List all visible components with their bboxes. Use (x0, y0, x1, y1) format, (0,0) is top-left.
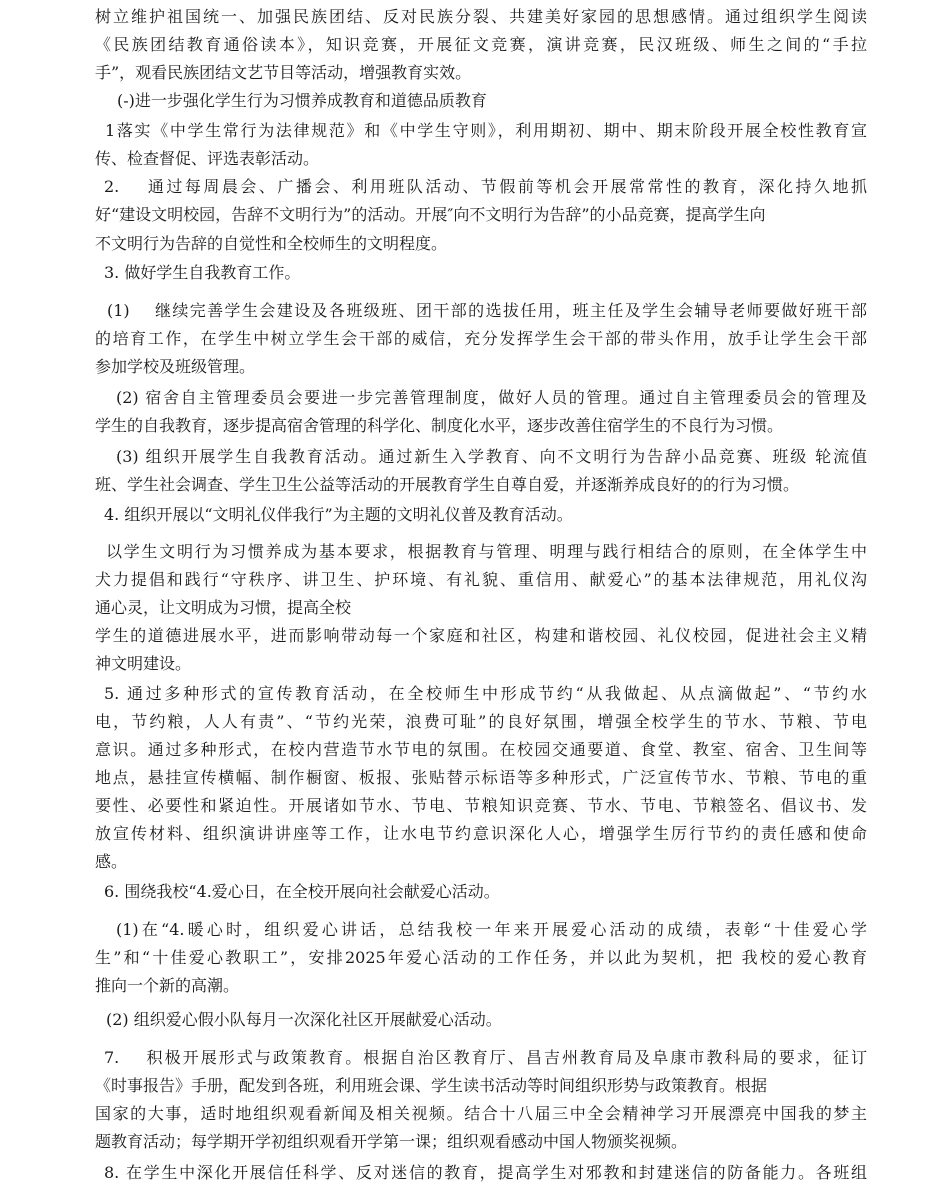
text-line: 好“建设文明校园，告辞不文明行为”的活动。开展″向不文明行为告辞”的小品竞赛，提高学生向 (95, 205, 766, 224)
text-line: 5. 通过多种形式的宣传教育活动，在全校师生中形成节约“从我做起、从点滴做起”、“节约水 (104, 684, 867, 703)
text-line: 《时事报告》手册，配发到各班，利用班会课、学生读书活动等时间组织形势与政策教育。根据 (95, 1076, 768, 1095)
text-line: 的培育工作，在学生中树立学生会干部的威信，充分发挥学生会干部的带头作用，放手让学生会干部 (95, 329, 867, 348)
text-line: 要性、必要性和紧迫性。开展诸如节水、节电、节粮知识竞赛、节水、节电、节粮签名、倡议书、发 (95, 796, 867, 815)
text-line: 题教育活动；每学期开学初组织观看开学第一课；组织观看感动中国人物颁奖视频。 (95, 1132, 688, 1151)
text-line: 地点，悬挂宣传横幅、制作橱窗、板报、张贴替示标语等多种形式，广泛宣传节水、节粮、节电的重 (95, 768, 867, 787)
text-line: 参加学校及班级管理。 (95, 357, 256, 376)
text-line: 树立维护祖国统一、加强民族团结、反对民族分裂、共建美好家园的思想感情。通过组织学生阅读 (95, 7, 867, 26)
text-line: 《民族团结教育通俗读本》，知识竞赛，开展征文竞赛，演讲竞赛，民汉班级、师生之间的“手拉 (95, 35, 867, 54)
text-line: 3. 做好学生自我教育工作。 (104, 263, 301, 282)
text-line: (3) 组织开展学生自我教育活动。通过新生入学教育、向不文明行为告辞小品竞赛、班级 轮流值 (116, 447, 867, 466)
text-line: 手”，观看民族团结文艺节目等活动，增强教育实效。 (95, 63, 472, 82)
text-line: 不文明行为告辞的自觉性和全校师生的文明程度。 (95, 234, 448, 253)
text-line: (1)在“4.暖心时，组织爱心讲话，总结我校一年来开展爱心活动的成绩，表彰“十佳爱心学 (116, 920, 867, 939)
text-line: 班、学生社会调查、学生卫生公益等活动的开展教育学生自尊自爱，并逐渐养成良好的的行为习惯。 (95, 475, 800, 494)
text-line: 感。 (95, 852, 128, 871)
text-line: 8. 在学生中深化开展信任科学、反对迷信的教育，提高学生对邪教和封建迷信的防备能力。各班组 (104, 1163, 867, 1182)
text-line: 7. 积极开展形式与政策教育。根据自治区教育厅、昌吉州教育局及阜康市教科局的要求，征订 (104, 1048, 867, 1067)
text-line: (2) 组织爱心假小队每月一次深化社区开展献爱心活动。 (106, 1010, 502, 1029)
text-line: 1落实《中学生常行为法律规范》和《中学生守则》，利用期初、期中、期末阶段开展全校性教育宣 (105, 121, 867, 140)
text-line: (2) 宿舍自主管理委员会要进一步完善管理制度，做好人员的管理。通过自主管理委员会的管理及 (116, 388, 867, 407)
text-line: 4. 组织开展以“文明礼仪伴我行”为主题的文明礼仪普及教育活动。 (104, 505, 573, 524)
text-line: 通心灵，让文明成为习惯，提高全校 (95, 598, 352, 617)
text-line: 学生的道德进展水平，进而影响带动每一个家庭和社区，构建和谐校园、礼仪校园，促进社会主义精 (95, 626, 867, 645)
text-line: 国家的大事，适时地组织观看新闻及相关视频。结合十八届三中全会精神学习开展漂亮中国我的梦主 (95, 1104, 867, 1123)
text-line: (1) 继续完善学生会建设及各班级班、团干部的选拔任用，班主任及学生会辅导老师要做好班干部 (107, 301, 867, 320)
text-line: 生”和“十佳爱心教职工”，安排2025年爱心活动的工作任务，并以此为契机，把 我校的爱心教育 (95, 948, 867, 967)
text-line: 神文明建设。 (95, 654, 192, 673)
text-line: 推向一个新的高潮。 (95, 976, 240, 995)
text-line: 意识。通过多种形式，在校内营造节水节电的氛围。在校园交通要道、食堂、教室、宿舍、卫生间等 (95, 740, 867, 759)
text-line: 传、检查督促、评选表彰活动。 (95, 149, 320, 168)
section-heading: (-)进一步强化学生行为习惯养成教育和道德品质教育 (117, 91, 487, 110)
text-line: 6. 围绕我校“4.爱心日，在全校开展向社会献爱心活动。 (104, 882, 500, 901)
text-line: 学生的自我教育，逐步提高宿舍管理的科学化、制度化水平，逐步改善住宿学生的不良行为习惯。 (95, 416, 784, 435)
text-line: 电，节约粮，人人有责”、“节约光荣，浪费可耻”的良好氛围，增强全校学生的节水、节粮、节电 (95, 712, 867, 731)
text-line: 2. 通过每周晨会、广播会、利用班队活动、节假前等机会开展常常性的教育，深化持久地抓 (104, 177, 867, 196)
text-line: 放宣传材料、组织演讲讲座等工作，让水电节约意识深化人心，增强学生厉行节约的责任感和使命 (95, 824, 867, 843)
text-line: 以学生文明行为习惯养成为基本要求，根据教育与管理、明理与践行相结合的原则，在全体学生中 (106, 542, 867, 561)
text-line: 犬力提倡和践行“守秩序、讲卫生、护环境、有礼貌、重信用、献爱心”的基本法律规范，用礼仪沟 (95, 570, 867, 589)
